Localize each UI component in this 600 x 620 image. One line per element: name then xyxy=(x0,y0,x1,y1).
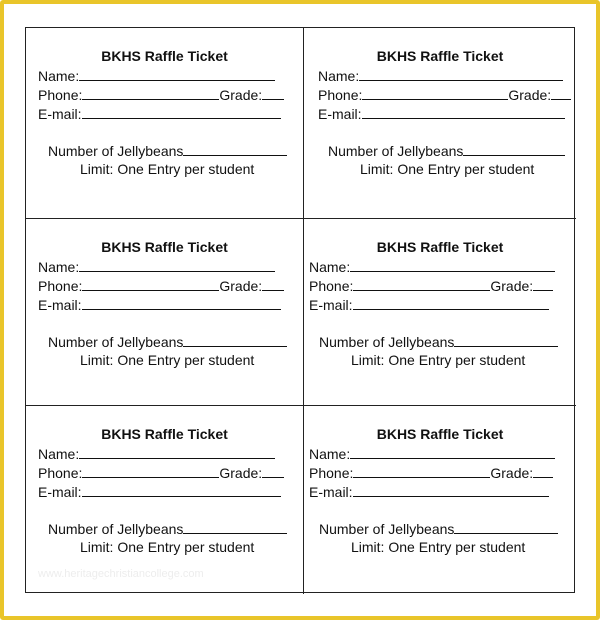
limit-text: Limit: One Entry per student xyxy=(80,539,255,555)
jellybeans-label: Number of Jellybeans xyxy=(48,334,184,350)
email-blank[interactable] xyxy=(82,483,281,497)
ticket-title: BKHS Raffle Ticket xyxy=(101,426,228,442)
name-label: Name: xyxy=(309,446,351,462)
phone-label: Phone: xyxy=(38,465,83,481)
phone-row xyxy=(318,86,571,103)
ticket-grid xyxy=(25,27,575,593)
email-label: E-mail: xyxy=(309,484,353,500)
email-row xyxy=(318,105,565,122)
limit-text: Limit: One Entry per student xyxy=(80,352,255,368)
phone-blank[interactable] xyxy=(82,277,219,291)
grade-label: Grade: xyxy=(219,465,263,481)
jellybeans-label: Number of Jellybeans xyxy=(48,143,184,159)
limit-text: Limit: One Entry per student xyxy=(351,539,526,555)
email-blank[interactable] xyxy=(82,105,281,119)
phone-row xyxy=(309,277,553,294)
phone-blank[interactable] xyxy=(82,86,219,100)
jellybeans-row xyxy=(328,142,565,159)
name-blank[interactable] xyxy=(350,258,555,272)
limit-text: Limit: One Entry per student xyxy=(360,161,535,177)
email-row xyxy=(309,296,549,313)
ticket-title: BKHS Raffle Ticket xyxy=(101,239,228,255)
name-row xyxy=(38,445,275,462)
grade-blank[interactable] xyxy=(262,464,284,478)
ticket-title: BKHS Raffle Ticket xyxy=(101,48,228,64)
phone-row xyxy=(38,464,284,481)
phone-row xyxy=(309,464,553,481)
grade-label: Grade: xyxy=(490,278,534,294)
watermark-text: www.heritagechristiancollege.com xyxy=(38,568,204,580)
email-blank[interactable] xyxy=(353,296,549,310)
jellybeans-row xyxy=(48,333,287,350)
jellybeans-row xyxy=(48,142,287,159)
name-row xyxy=(38,67,275,84)
jellybeans-label: Number of Jellybeans xyxy=(319,334,455,350)
ticket-3 xyxy=(26,219,304,406)
email-label: E-mail: xyxy=(38,106,82,122)
name-label: Name: xyxy=(38,259,80,275)
name-label: Name: xyxy=(309,259,351,275)
email-label: E-mail: xyxy=(309,297,353,313)
grade-label: Grade: xyxy=(490,465,534,481)
phone-row xyxy=(38,86,284,103)
phone-blank[interactable] xyxy=(362,86,508,100)
email-label: E-mail: xyxy=(38,297,82,313)
phone-label: Phone: xyxy=(309,465,354,481)
email-blank[interactable] xyxy=(353,483,549,497)
ticket-title: BKHS Raffle Ticket xyxy=(376,426,504,442)
email-label: E-mail: xyxy=(38,484,82,500)
ticket-4 xyxy=(304,219,576,406)
jellybeans-blank[interactable] xyxy=(463,142,565,156)
limit-text: Limit: One Entry per student xyxy=(351,352,526,368)
grade-blank[interactable] xyxy=(533,464,553,478)
phone-label: Phone: xyxy=(38,87,83,103)
jellybeans-blank[interactable] xyxy=(454,520,558,534)
email-label: E-mail: xyxy=(318,106,362,122)
grade-blank[interactable] xyxy=(262,86,284,100)
jellybeans-row xyxy=(48,520,287,537)
grade-label: Grade: xyxy=(219,87,263,103)
email-row xyxy=(38,296,281,313)
phone-row xyxy=(38,277,284,294)
phone-blank[interactable] xyxy=(353,277,490,291)
jellybeans-row xyxy=(319,520,558,537)
grade-blank[interactable] xyxy=(533,277,553,291)
name-row xyxy=(318,67,563,84)
name-blank[interactable] xyxy=(79,258,275,272)
grade-label: Grade: xyxy=(508,87,552,103)
name-label: Name: xyxy=(38,68,80,84)
email-blank[interactable] xyxy=(362,105,565,119)
jellybeans-blank[interactable] xyxy=(183,333,287,347)
name-row xyxy=(309,258,555,275)
phone-label: Phone: xyxy=(38,278,83,294)
jellybeans-label: Number of Jellybeans xyxy=(48,521,184,537)
name-blank[interactable] xyxy=(79,67,275,81)
phone-blank[interactable] xyxy=(82,464,219,478)
ticket-6 xyxy=(304,406,576,594)
jellybeans-row xyxy=(319,333,558,350)
name-blank[interactable] xyxy=(359,67,563,81)
jellybeans-label: Number of Jellybeans xyxy=(328,143,464,159)
jellybeans-blank[interactable] xyxy=(183,142,287,156)
email-row xyxy=(38,105,281,122)
email-row xyxy=(309,483,549,500)
grade-blank[interactable] xyxy=(262,277,284,291)
ticket-2 xyxy=(304,28,576,219)
name-row xyxy=(309,445,555,462)
name-blank[interactable] xyxy=(350,445,555,459)
phone-blank[interactable] xyxy=(353,464,490,478)
limit-text: Limit: One Entry per student xyxy=(80,161,255,177)
name-blank[interactable] xyxy=(79,445,275,459)
phone-label: Phone: xyxy=(309,278,354,294)
ticket-1 xyxy=(26,28,304,219)
email-blank[interactable] xyxy=(82,296,281,310)
name-label: Name: xyxy=(38,446,80,462)
jellybeans-label: Number of Jellybeans xyxy=(319,521,455,537)
name-label: Name: xyxy=(318,68,360,84)
jellybeans-blank[interactable] xyxy=(183,520,287,534)
email-row xyxy=(38,483,281,500)
phone-label: Phone: xyxy=(318,87,363,103)
ticket-title: BKHS Raffle Ticket xyxy=(376,239,504,255)
name-row xyxy=(38,258,275,275)
jellybeans-blank[interactable] xyxy=(454,333,558,347)
grade-label: Grade: xyxy=(219,278,263,294)
ticket-title: BKHS Raffle Ticket xyxy=(376,48,504,64)
grade-blank[interactable] xyxy=(551,86,571,100)
ticket-5 xyxy=(26,406,304,594)
